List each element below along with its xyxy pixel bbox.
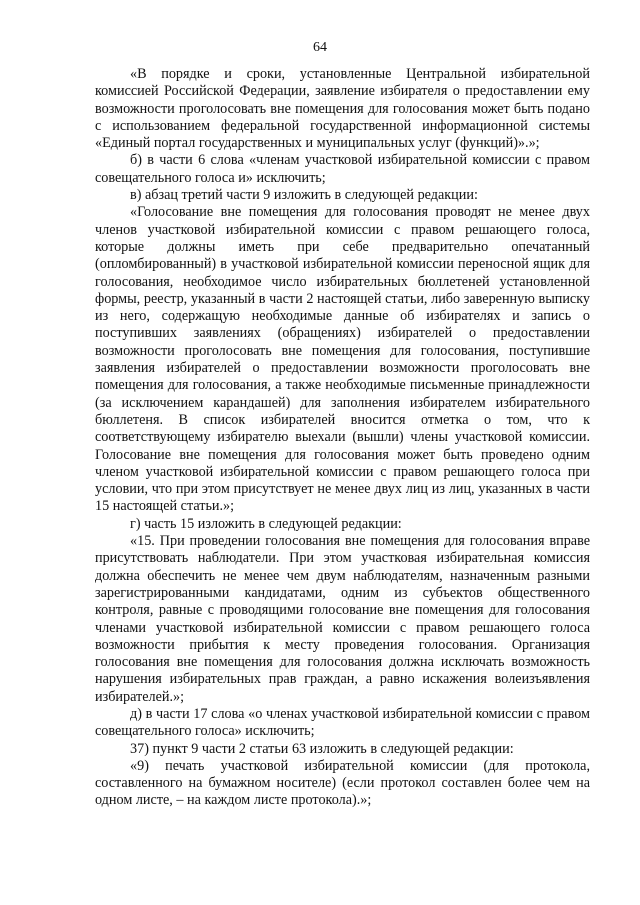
paragraph-7: д) в части 17 слова «о членах участковой избирательной комиссии с правом совещательного голоса» исключить; — [95, 705, 590, 740]
paragraph-9: «9) печать участковой избирательной комиссии (для протокола, составленного на бумажном носителе) (если протокол составлен более чем на одном листе, – на каждом листе протокола).»; — [95, 757, 590, 809]
paragraph-4: «Голосование вне помещения для голосования проводят не менее двух членов участковой избирательной комиссии с правом решающего голоса, которые должны иметь при себе предварительно опечатанный (опломбированный) в участковой избирательной комиссии переносной ящик для голосования, необходимое число избирательных бюллетеней установленной формы, реестр, указанный в части 2 настоящей статьи, либо заверенную выписку из него, содержащую необходимые данные об избирателях и запись о поступивших заявлениях (обращениях) избирателей о предоставлении возможности проголосовать вне помещения для голосования, поступившие заявления избирателей о предоставлении возможности проголосовать вне помещения для голосования, а также необходимые письменные принадлежности (за исключением карандашей) для заполнения избирателем избирательного бюллетеня. В список избирателей вносится отметка о том, что к соответствующему избирателю выехали (вышли) члены участковой комиссии. Голосование вне помещения для голосования может быть проведено одним членом участковой избирательной комиссии с правом решающего голоса при условии, что при этом присутствует не менее двух лиц из лиц, указанных в части 15 настоящей статьи.»; — [95, 204, 590, 515]
paragraph-6: «15. При проведении голосования вне помещения для голосования вправе присутствовать наблюдатели. При этом участковая избирательная комиссия должна обеспечить не менее чем двум наблюдателям, назначенным разными зарегистрированными кандидатами, одним из субъектов общественного контроля, равные с проводящими голосование вне помещения для голосования членами участковой избирательной комиссии с правом решающего голоса возможности прибытия к месту проведения голосования. Организация голосования вне помещения для голосования должна исключать возможность нарушения избирательных прав граждан, а равно искажения волеизъявления избирателей.»; — [95, 533, 590, 705]
paragraph-5: г) часть 15 изложить в следующей редакции: — [130, 515, 402, 532]
paragraph-3: в) абзац третий части 9 изложить в следующей редакции: — [130, 187, 478, 204]
document-body — [95, 66, 590, 810]
paragraph-8: 37) пункт 9 части 2 статьи 63 изложить в следующей редакции: — [130, 740, 514, 757]
paragraph-2: б) в части 6 слова «членам участковой избирательной комиссии с правом совещательного голоса и» исключить; — [95, 152, 590, 186]
paragraph-1: «В порядке и сроки, установленные Центральной избирательной комиссией Российской Федерации, заявление избирателя о предоставлении ему возможности проголосовать вне помещения для голосования может быть подано с использованием федеральной государственной информационной системы «Единый портал государственных и муниципальных услуг (функций)».»; — [95, 66, 590, 152]
page-number: 64 — [313, 40, 327, 55]
